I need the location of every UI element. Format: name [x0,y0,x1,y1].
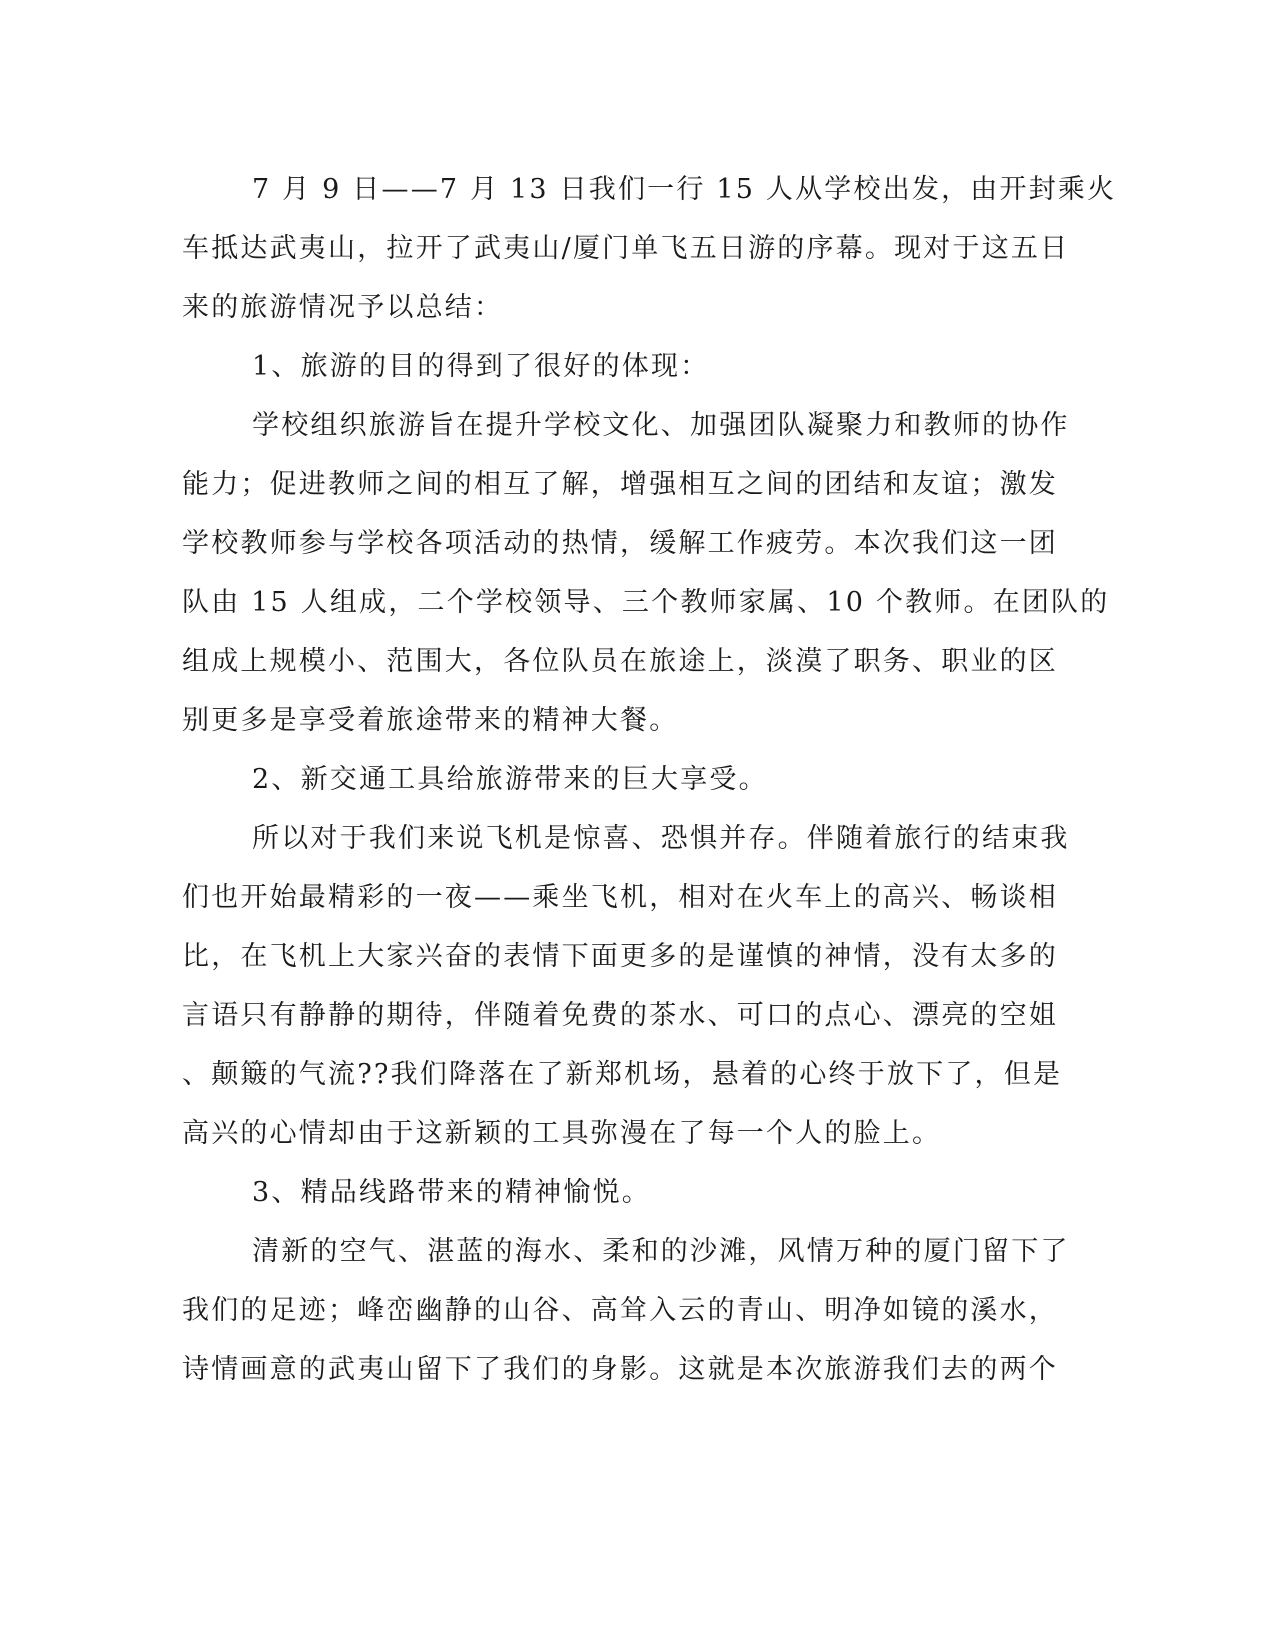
text-line: 别更多是享受着旅途带来的精神大餐。 [182,705,679,736]
paragraph-purpose [182,396,1110,750]
text-line: 诗情画意的武夷山留下了我们的身影。这就是本次旅游我们去的两个 [182,1354,1058,1385]
paragraph-intro [182,160,1117,337]
text-line: 能力；促进教师之间的相互了解，增强相互之间的团结和友谊；激发 [182,469,1058,500]
text-line: 7 月 9 日——7 月 13 日我们一行 15 人从学校出发，由开封乘火 [252,174,1117,205]
text-line: 所以对于我们来说飞机是惊喜、恐惧并存。伴随着旅行的结束我 [252,823,1070,854]
section-heading-2 [182,750,1032,809]
document-body [182,160,1117,1399]
section-heading-1 [182,337,1032,396]
text-line: 、颠簸的气流??我们降落在了新郑机场，悬着的心终于放下了，但是 [182,1059,1063,1090]
text-line: 学校组织旅游旨在提升学校文化、加强团队凝聚力和教师的协作 [252,410,1070,441]
paragraph-route [182,1222,1070,1399]
text-line: 车抵达武夷山，拉开了武夷山/厦门单飞五日游的序幕。现对于这五日 [182,233,1070,264]
text-line: 言语只有静静的期待，伴随着免费的茶水、可口的点心、漂亮的空姐 [182,1000,1058,1031]
text-line: 高兴的心情却由于这新颖的工具弥漫在了每一个人的脸上。 [182,1118,942,1149]
text-line: 比，在飞机上大家兴奋的表情下面更多的是谨慎的神情，没有太多的 [182,941,1058,972]
text-line: 组成上规模小、范围大，各位队员在旅途上，淡漠了职务、职业的区 [182,646,1058,677]
text-line: 学校教师参与学校各项活动的热情，缓解工作疲劳。本次我们这一团 [182,528,1058,559]
text-line: 来的旅游情况予以总结： [182,292,504,323]
text-line: 队由 15 人组成，二个学校领导、三个教师家属、10 个教师。在团队的 [182,587,1110,618]
paragraph-transport [182,809,1070,1163]
text-line: 们也开始最精彩的一夜——乘坐飞机，相对在火车上的高兴、畅谈相 [182,882,1058,913]
text-line: 清新的空气、湛蓝的海水、柔和的沙滩，风情万种的厦门留下了 [252,1236,1070,1267]
section-heading-3 [182,1163,1032,1222]
text-line: 我们的足迹；峰峦幽静的山谷、高耸入云的青山、明净如镜的溪水， [182,1295,1058,1326]
text-line: 2、新交通工具给旅游带来的巨大享受。 [252,764,768,795]
text-line: 3、精品线路带来的精神愉悦。 [252,1177,651,1208]
text-line: 1、旅游的目的得到了很好的体现： [252,351,710,382]
